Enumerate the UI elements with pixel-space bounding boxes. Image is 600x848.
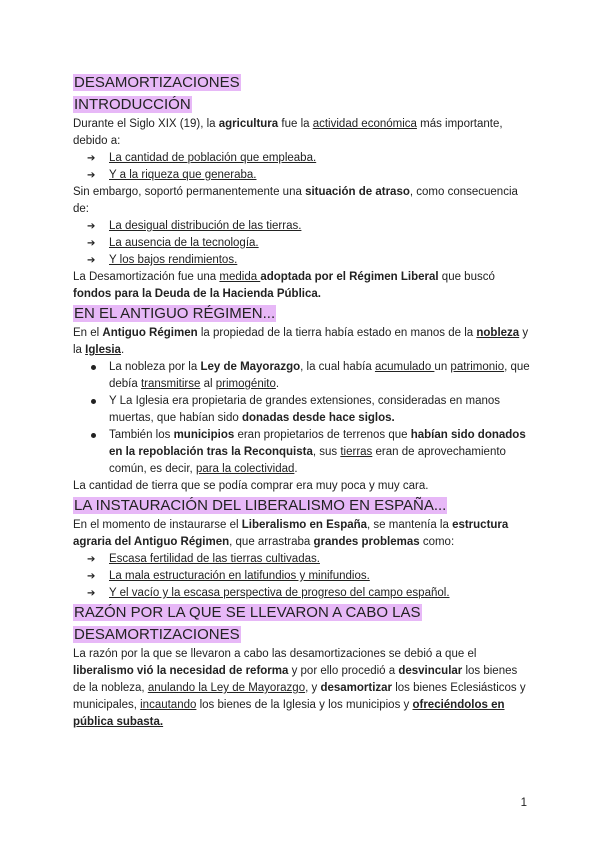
razon-paragraph-1: La razón por la que se llevaron a cabo las desamortizaciones se debió a que el liberalismo vió la necesidad de reforma y por ello procedió a desvincular los bienes de la nobleza, anulando la Ley de Mayorazgo, y desamortizar los bienes Eclesiásticos y municipales, incautando los bienes de la Iglesia y los municipios y ofreciéndolos en pública subasta.	[73, 648, 526, 728]
intro-paragraph-2: Sin embargo, soportó permanentemente una situación de atraso, como consecuencia de:	[73, 186, 518, 215]
list-item: ➔ Y los bajos rendimientos.	[73, 252, 533, 269]
heading-liberalismo: LA INSTAURACIÓN DEL LIBERALISMO EN ESPAÑA...	[74, 497, 447, 514]
antiguo-paragraph-2: La cantidad de tierra que se podía comprar era muy poca y muy cara.	[73, 480, 429, 492]
list-item: También los municipios eran propietarios de terrenos que habían sido donados en la repoblación tras la Reconquista, sus tierras eran de aprovechamiento común, es decir, para la colectividad.	[73, 427, 533, 478]
list-item: ➔ Escasa fertilidad de las tierras cultivadas.	[73, 551, 533, 568]
list-item: ➔ Y a la riqueza que generaba.	[73, 167, 533, 184]
antiguo-bullets	[73, 359, 533, 478]
heading-razon: RAZÓN POR LA QUE SE LLEVARON A CABO LAS	[74, 604, 421, 621]
list-item: Y La Iglesia era propietaria de grandes extensiones, consideradas en manos muertas, que habían sido donadas desde hace siglos.	[73, 393, 533, 427]
intro-paragraph-1: Durante el Siglo XIX (19), la agricultura fue la actividad económica más importante, debido a:	[73, 118, 503, 147]
heading-razon-line-2: DESAMORTIZACIONES	[74, 626, 240, 643]
list-item: ➔ La mala estructuración en latifundios y minifundios.	[73, 568, 533, 585]
heading-introduccion: INTRODUCCIÓN	[74, 96, 191, 113]
document-title: DESAMORTIZACIONES	[74, 74, 240, 91]
list-item: ➔ La desigual distribución de las tierras.	[73, 218, 533, 235]
antiguo-paragraph-1: En el Antiguo Régimen la propiedad de la tierra había estado en manos de la nobleza y la Iglesia.	[73, 327, 529, 356]
list-item: La nobleza por la Ley de Mayorazgo, la cual había acumulado un patrimonio, que debía transmitirse al primogénito.	[73, 359, 533, 393]
intro-list-2	[73, 218, 533, 269]
liberalismo-list	[73, 551, 533, 602]
document-body	[73, 72, 533, 731]
page-number: 1	[520, 797, 527, 809]
list-item: ➔ La ausencia de la tecnología.	[73, 235, 533, 252]
list-item: ➔ Y el vacío y la escasa perspectiva de progreso del campo español.	[73, 585, 533, 602]
liberalismo-paragraph-1: En el momento de instaurarse el Liberalismo en España, se mantenía la estructura agraria del Antiguo Régimen, que arrastraba grandes problemas como:	[73, 519, 509, 548]
list-item: ➔ La cantidad de población que empleaba.	[73, 150, 533, 167]
heading-antiguo-regimen: EN EL ANTIGUO RÉGIMEN...	[74, 305, 276, 322]
intro-list-1	[73, 150, 533, 184]
intro-paragraph-3: La Desamortización fue una medida adoptada por el Régimen Liberal que buscó fondos para la Deuda de la Hacienda Pública.	[73, 271, 495, 300]
